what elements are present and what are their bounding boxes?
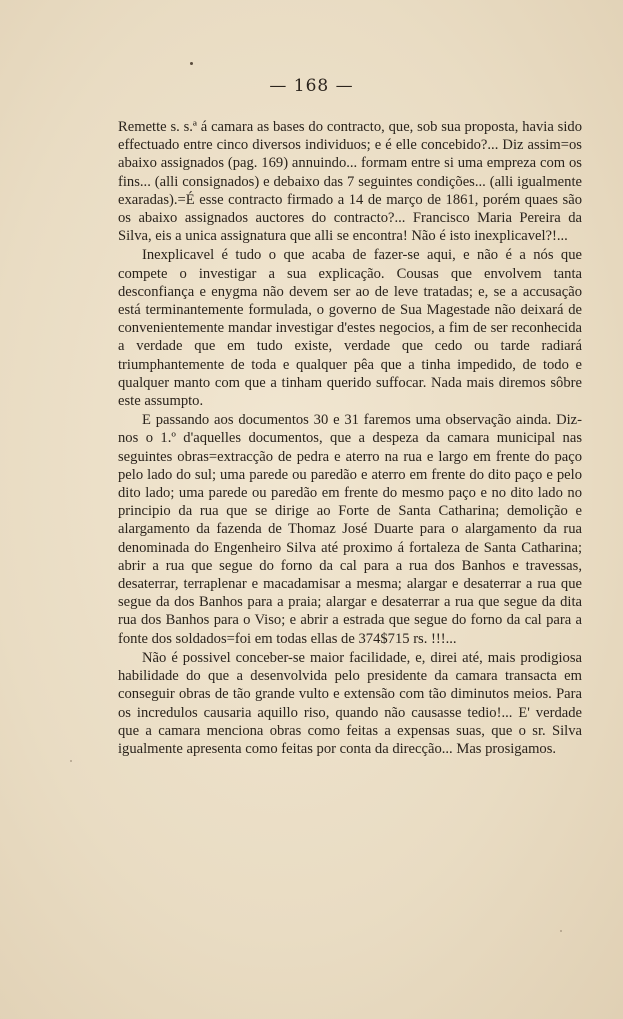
body-text xyxy=(118,118,582,758)
paragraph: Remette s. s.ª á camara as bases do contracto, que, sob sua proposta, havia sido effectuado entre cinco diversos individuos; e é elle concebido?... Diz assim=os abaixo assignados (pag. 169) annuindo... formam entre si uma empreza com os fins... (alli consignados) e debaixo das 7 seguintes condições... (alli igualmente exaradas).=É esse contracto firmado a 14 de março de 1861, porém quaes são os abaixo assignados auctores do contracto?... Francisco Maria Pereira da Silva, eis a unica assignatura que alli se encontra! Não é isto inexplicavel?!... xyxy=(118,119,582,245)
paragraph: E passando aos documentos 30 e 31 faremos uma observação ainda. Diz-nos o 1.º d'aquelles documentos, que a despeza da camara municipal nas seguintes obras=extracção de pedra e aterro na rua e largo em frente do paço pelo lado do sul; uma parede ou paredão e aterro em frente do dito paço e pelo dito lado; uma parede ou paredão em frente do mesmo paço e no dito lado no principio da rua que se dirige ao Forte de Santa Catharina; demolição e alargamento da fazenda de Thomaz José Duarte para o alargamento da rua denominada do Engenheiro Silva até proximo á fortaleza de Santa Catharina; abrir a rua que segue do forno da cal para a rua dos Banhos e travessas, desaterrar, terraplenar e macadamisar a mesma; alargar e desaterrar a rua que segue da dos Banhos para a praia; alargar e desaterrar a rua que segue da dita rua dos Banhos para o Viso; e abrir a estrada que segue do forno da cal para a fonte dos soldados=foi em todas ellas de 374$715 rs. !!!... xyxy=(118,412,582,647)
page-number: — 168 — xyxy=(269,76,354,96)
ink-dot xyxy=(190,62,193,65)
paper-speck xyxy=(70,760,72,762)
paragraph: Inexplicavel é tudo o que acaba de fazer-se aqui, e não é a nós que compete o investigar a sua explicação. Cousas que envolvem tanta desconfiança e enygma não devem ser ao de leve tratadas; e, se a accusação está terminantemente formulada, o governo de Sua Magestade não deixará de convenientemente mandar investigar d'estes negocios, a fim de ser reconhecida a verdade que em tudo existe, verdade que cedo ou tarde radiará triumphantemente de toda e qualquer pêa que a tinha impedido, de todo e qualquer manto com que a tinham querido suffocar. Nada mais diremos sôbre este assumpto. xyxy=(118,247,582,410)
paragraph: Não é possivel conceber-se maior facilidade, e, direi até, mais prodigiosa habilidade do que a desenvolvida pelo presidente da camara transacta em conseguir obras de tão grande vulto e extensão com tão diminutos meios. Para os incredulos causaria aquillo riso, quando não causasse tedio!... E' verdade que a camara menciona obras como feitas a expensas suas, que o sr. Silva igualmente apresenta como feitas por conta da direcção... Mas prosigamos. xyxy=(118,649,582,757)
paper-speck xyxy=(560,930,562,932)
